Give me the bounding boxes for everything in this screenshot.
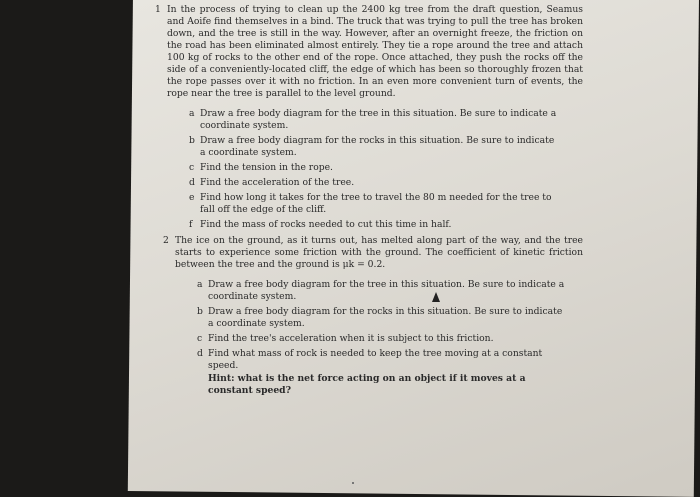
part-letter: b bbox=[197, 306, 203, 317]
part-1e bbox=[189, 192, 559, 216]
hint-text: Hint: what is the net force acting on an object if it moves at a constant speed? bbox=[208, 373, 526, 396]
question-2-parts bbox=[197, 279, 567, 397]
part-text: Find the tension in the rope. bbox=[200, 162, 333, 173]
part-letter: d bbox=[189, 177, 195, 188]
question-1-text: In the process of trying to clean up the 2400 kg tree from the draft question, Seamus and Aoife find themselves in a bind. The truck that was trying to pull the tree has broken down, and the tree is still in the way. However, after an overnight freeze, the friction on the road has been eliminated almost entirely. They tie a rope around the tree and attach 100 kg of rocks to the other end of the rope. Once attached, they push the rocks off the side of a conveniently-located cliff, the edge of which has been so thoroughly frozen that the rope passes over it with no friction. In an even more convenient turn of events, the rope near the tree is parallel to the level ground. bbox=[167, 4, 583, 99]
question-1-number: 1 bbox=[155, 4, 161, 15]
part-text: Find the mass of rocks needed to cut this time in half. bbox=[200, 219, 452, 230]
part-letter: d bbox=[197, 348, 203, 359]
part-text: Find how long it takes for the tree to travel the 80 m needed for the tree to fall off the edge of the cliff. bbox=[200, 192, 552, 215]
homework-page bbox=[155, 2, 583, 482]
part-1a bbox=[189, 108, 559, 132]
part-text: Draw a free body diagram for the rocks in this situation. Be sure to indicate a coordinate system. bbox=[200, 135, 555, 158]
part-2a bbox=[197, 279, 567, 303]
part-1c bbox=[189, 162, 559, 174]
question-2-text: The ice on the ground, as it turns out, has melted along part of the way, and the tree starts to experience some friction with the ground. The coefficient of kinetic friction between the tree and the ground is μk = 0.2. bbox=[175, 235, 583, 270]
mouse-cursor-icon bbox=[432, 292, 440, 302]
part-letter: c bbox=[197, 333, 203, 344]
part-text: Draw a free body diagram for the rocks in this situation. Be sure to indicate a coordinate system. bbox=[208, 306, 563, 329]
part-text: Find the tree's acceleration when it is subject to this friction. bbox=[208, 333, 494, 344]
part-1b bbox=[189, 135, 559, 159]
question-1 bbox=[155, 4, 583, 231]
part-2d bbox=[197, 348, 567, 397]
part-2c bbox=[197, 333, 567, 345]
part-1d bbox=[189, 177, 559, 189]
part-letter: a bbox=[197, 279, 203, 290]
part-text: Draw a free body diagram for the tree in this situation. Be sure to indicate a coordinate system. bbox=[200, 108, 557, 131]
part-text: Find what mass of rock is needed to keep the tree moving at a constant speed. bbox=[208, 348, 543, 371]
part-text: Find the acceleration of the tree. bbox=[200, 177, 355, 188]
question-1-parts bbox=[189, 108, 559, 231]
question-2 bbox=[163, 235, 583, 397]
part-letter: e bbox=[189, 192, 195, 203]
page-mark bbox=[352, 482, 354, 484]
part-letter: a bbox=[189, 108, 195, 119]
part-letter: b bbox=[189, 135, 195, 146]
part-letter: f bbox=[189, 219, 193, 230]
part-1f bbox=[189, 219, 559, 231]
part-text: Draw a free body diagram for the tree in this situation. Be sure to indicate a coordinate system. bbox=[208, 279, 565, 302]
question-2-number: 2 bbox=[163, 235, 169, 246]
part-2b bbox=[197, 306, 567, 330]
part-letter: c bbox=[189, 162, 195, 173]
